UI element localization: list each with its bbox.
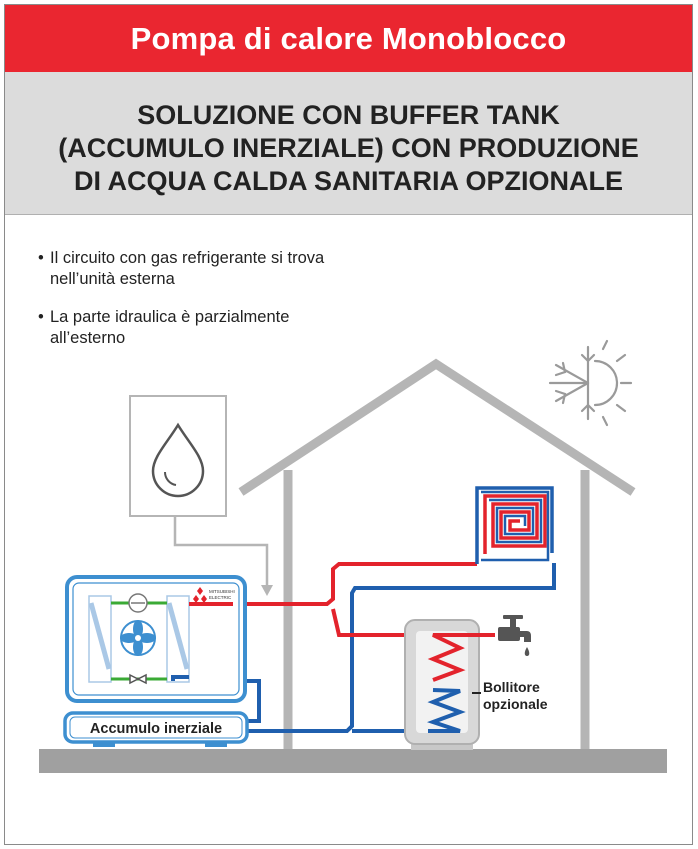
brand-line-1: MITSUBISHI	[209, 589, 235, 594]
bullet-marker: •	[38, 308, 44, 326]
buffer-tank-label: Accumulo inerziale	[89, 721, 223, 737]
optional-boiler	[405, 620, 479, 750]
bullet-text-line: all’esterno	[50, 329, 126, 347]
brand-line-2: ELECTRIC	[209, 595, 232, 600]
bullet-marker: •	[38, 249, 44, 267]
page-title: Pompa di calore Monoblocco	[130, 20, 567, 56]
bullet-text-line: La parte idraulica è parzialmente	[50, 308, 290, 326]
sign-panel	[130, 396, 226, 516]
radiant-coil	[477, 483, 557, 564]
water-tap-icon	[498, 615, 531, 656]
subtitle-line-3: DI ACQUA CALDA SANITARIA OPZIONALE	[74, 166, 623, 196]
snowflake-sun-icon	[550, 341, 631, 425]
bullet-text-line: nell’unità esterna	[50, 270, 175, 288]
system-diagram	[5, 5, 692, 844]
subtitle-line-1: SOLUZIONE CON BUFFER TANK	[137, 100, 560, 130]
connector-arrowhead	[261, 585, 273, 596]
boiler-label-line-2: opzionale	[483, 696, 548, 712]
ground-slab	[39, 749, 667, 773]
bullet-text-line: Il circuito con gas refrigerante si trova	[50, 249, 325, 267]
boiler-label-line-1: Bollitore	[483, 679, 540, 695]
subtitle-line-2: (ACCUMULO INERZIALE) CON PRODUZIONE	[58, 133, 639, 163]
connector-arrow	[175, 516, 267, 585]
infographic-frame	[4, 4, 693, 845]
